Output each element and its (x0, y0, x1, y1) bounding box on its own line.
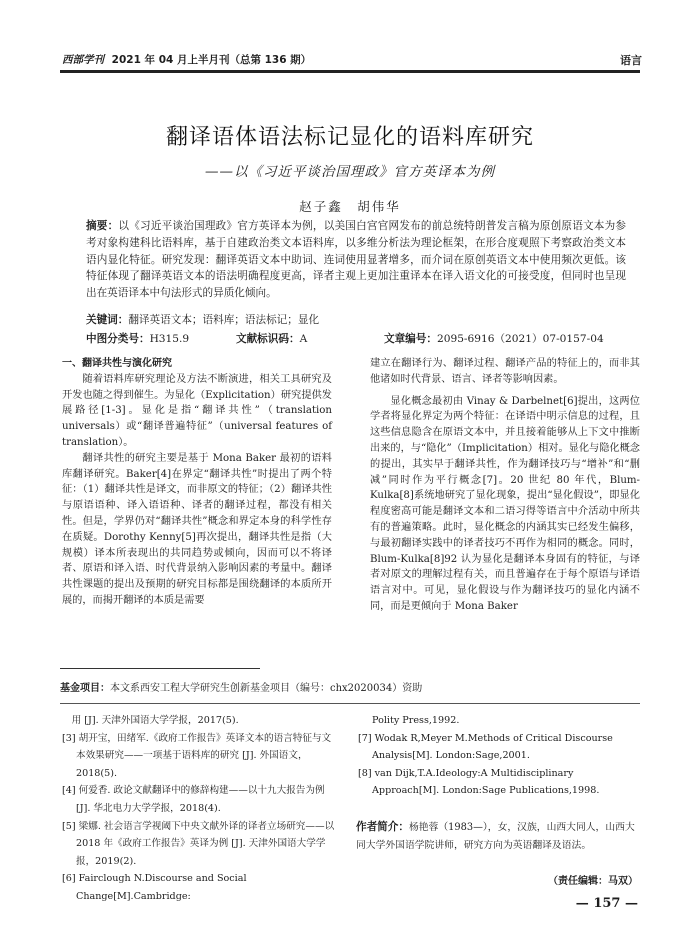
reference-item: 用 [J]. 天津外国语大学学报，2017(5). (71, 715, 239, 726)
right-column (370, 356, 640, 615)
divider-rule (60, 703, 640, 704)
reference-item: Polity Press,1992. (372, 715, 460, 726)
body-paragraph: 翻译共性的研究主要是基于 Mona Baker 最初的语料库翻译研究。Baker[4]在界定“翻译共性”时提出了两个特征：（1）翻译共性是译文，而非原文的特征；（2）翻译共性与原语语种、译入语语种、译者的翻译过程，都没有相关性。但是，学界仍对“翻译共性”概念和界定本身的科学性存在质疑。Dorothy Kenny[5]再次提出，翻译共性是指（大规模）译本所表现出的共同趋势或倾向，因而可以不将译者、原语和译入语、时代背景纳入影响因素的考量中。翻译共性课题的提出及预期的研究目标都是围绕翻译的本质所开展的，而揭开翻译的本质是需要 (62, 452, 332, 606)
left-column (62, 356, 332, 609)
article-value: 2095-6916（2021）07-0157-04 (436, 333, 604, 345)
article-number (384, 331, 604, 346)
abstract (86, 218, 626, 302)
body-paragraph: 随着语料库研究理论及方法不断演进，相关工具研究及开发也随之得到催生。为显化（Explicitation）研究提供发展路径[1-3]。显化是指“翻译共性”（translation universals）或“翻译普遍特征”（universal features of translation）。 (62, 373, 332, 448)
article-label: 文章编号： (384, 333, 437, 345)
author-introduction (356, 818, 640, 855)
abstract-label: 摘要： (86, 220, 119, 232)
reference-item: [5] 梁娜. 社会语言学视阈下中央文献外译的译者立场研究——以 2018 年《政府工作报告》英译为例 [J]. 天津外国语大学学报，2019(2). (62, 820, 335, 867)
article-title: 翻译语体语法标记显化的语料库研究 (165, 125, 534, 150)
keywords-label: 关键词： (86, 314, 129, 326)
document-code (236, 331, 307, 346)
journal-logo: 西部学刊 (62, 54, 104, 66)
responsible-editor: （责任编辑：马双） (548, 876, 638, 887)
journal-issue: 2021 年 04 月上半月刊（总第 136 期） (111, 54, 312, 66)
article-subtitle: ——以《习近平谈治国理政》官方英译本为例 (205, 164, 495, 180)
author-intro-text: 杨艳蓉（1983—），女，汉族，山西大同人，山西大同大学外国语学院讲师，研究方向为英语翻译及语法。 (356, 822, 635, 851)
section-heading: 一、翻译共性与演化研究 (62, 358, 172, 369)
fund-note (60, 679, 422, 694)
author-intro-label: 作者简介： (356, 821, 409, 833)
reference-item: [8] van Dijk,T.A.Ideology:A Multidisciplinary Approach[M]. London:Sage Publications,1998. (358, 767, 600, 797)
reference-item: [7] Wodak R,Meyer M.Methods of Critical Discourse Analysis[M]. London:Sage,2001. (358, 732, 613, 762)
keywords (86, 312, 626, 327)
references-right (358, 712, 640, 800)
clc-value: H315.9 (149, 333, 190, 345)
keywords-text: 翻译英语文本；语料库；语法标记；显化 (128, 314, 320, 326)
reference-item: [6] Fairclough N.Discourse and Social Change[M].Cambridge: (62, 873, 247, 902)
page-number: — 157 — (575, 896, 638, 911)
reference-item: [3] 胡开宝，田绪军.《政府工作报告》英译文本的语言特征与文本效果研究——一项基于语料库的研究 [J]. 外国语文，2018(5). (62, 732, 332, 779)
reference-item: [4] 何爱香. 政论文献翻译中的修辞构建——以十九大报告为例 [J]. 华北电力大学学报，2018(4). (62, 785, 325, 814)
fund-text: 本文系西安工程大学研究生创新基金项目（编号：chx2020034）资助 (110, 683, 423, 694)
body-paragraph: 显化概念最初由 Vinay & Darbelnet[6]提出，这两位学者将显化界定为两个特征：在译语中明示信息的过程，且这些信息隐含在原语文本中，并且接着能够从上下文中推断出来的，与“隐化”（Implicitation）相对。显化与隐化概念的提出，其实早于翻译共性，作为翻译技巧与“增补”和“删减”同时作为平行概念[7]。20 世纪 80 年代，Blum-Kulka[8]系统地研究了显化现象，提出“显化假设”，即显化程度密高可能是翻译文本和二语习得等语言中介活动中所共有的普遍策略。此时，显化概念的内涵其实已经发生偏移，与最初翻译实践中的译者技巧不再作为相同的概念。同时，Blum-Kulka[8]92 认为显化是翻译本身固有的特征，与译者对原文的理解过程有关，而且普遍存在于每个原语与译语语言对中。可见，显化假设与作为翻译技巧的显化内涵不同，而是更倾向于 Mona Baker (370, 395, 640, 612)
abstract-text: 以《习近平谈治国理政》官方英译本为例，以美国白宫官网发布的前总统特朗普发言稿为原创原语文本为参考对象构建科比语料库，基于自建政治类文本语料库，以多维分析法为理论框架，在形合度观照下考察政治类文本语内显化特征。研究发现：翻译英语文本中助词、连词使用显著增多，而介词在原创英语文本中使用频次更低。该特征体现了翻译英语文本的语法明确程度更高，译者主观上更加注重译本在译入语文化的可接受度，但同时也呈现出在英语译本中句法形式的异质化倾向。 (86, 220, 627, 300)
clc-number (86, 331, 189, 346)
footnote-rule (60, 668, 260, 669)
article-authors: 赵子鑫 胡伟华 (299, 199, 401, 214)
doc-value: A (299, 333, 308, 345)
references-left (62, 712, 340, 906)
header-rule (60, 70, 640, 73)
journal-header (62, 52, 311, 67)
doc-label: 文献标识码： (236, 333, 300, 345)
fund-label: 基金项目： (60, 683, 110, 694)
body-paragraph-continuation: 建立在翻译行为、翻译过程、翻译产品的特征上的，而非其他诸如时代背景、语言、译者等影响因素。 (370, 358, 640, 385)
clc-label: 中图分类号： (86, 333, 150, 345)
section-label: 语言 (620, 54, 642, 67)
